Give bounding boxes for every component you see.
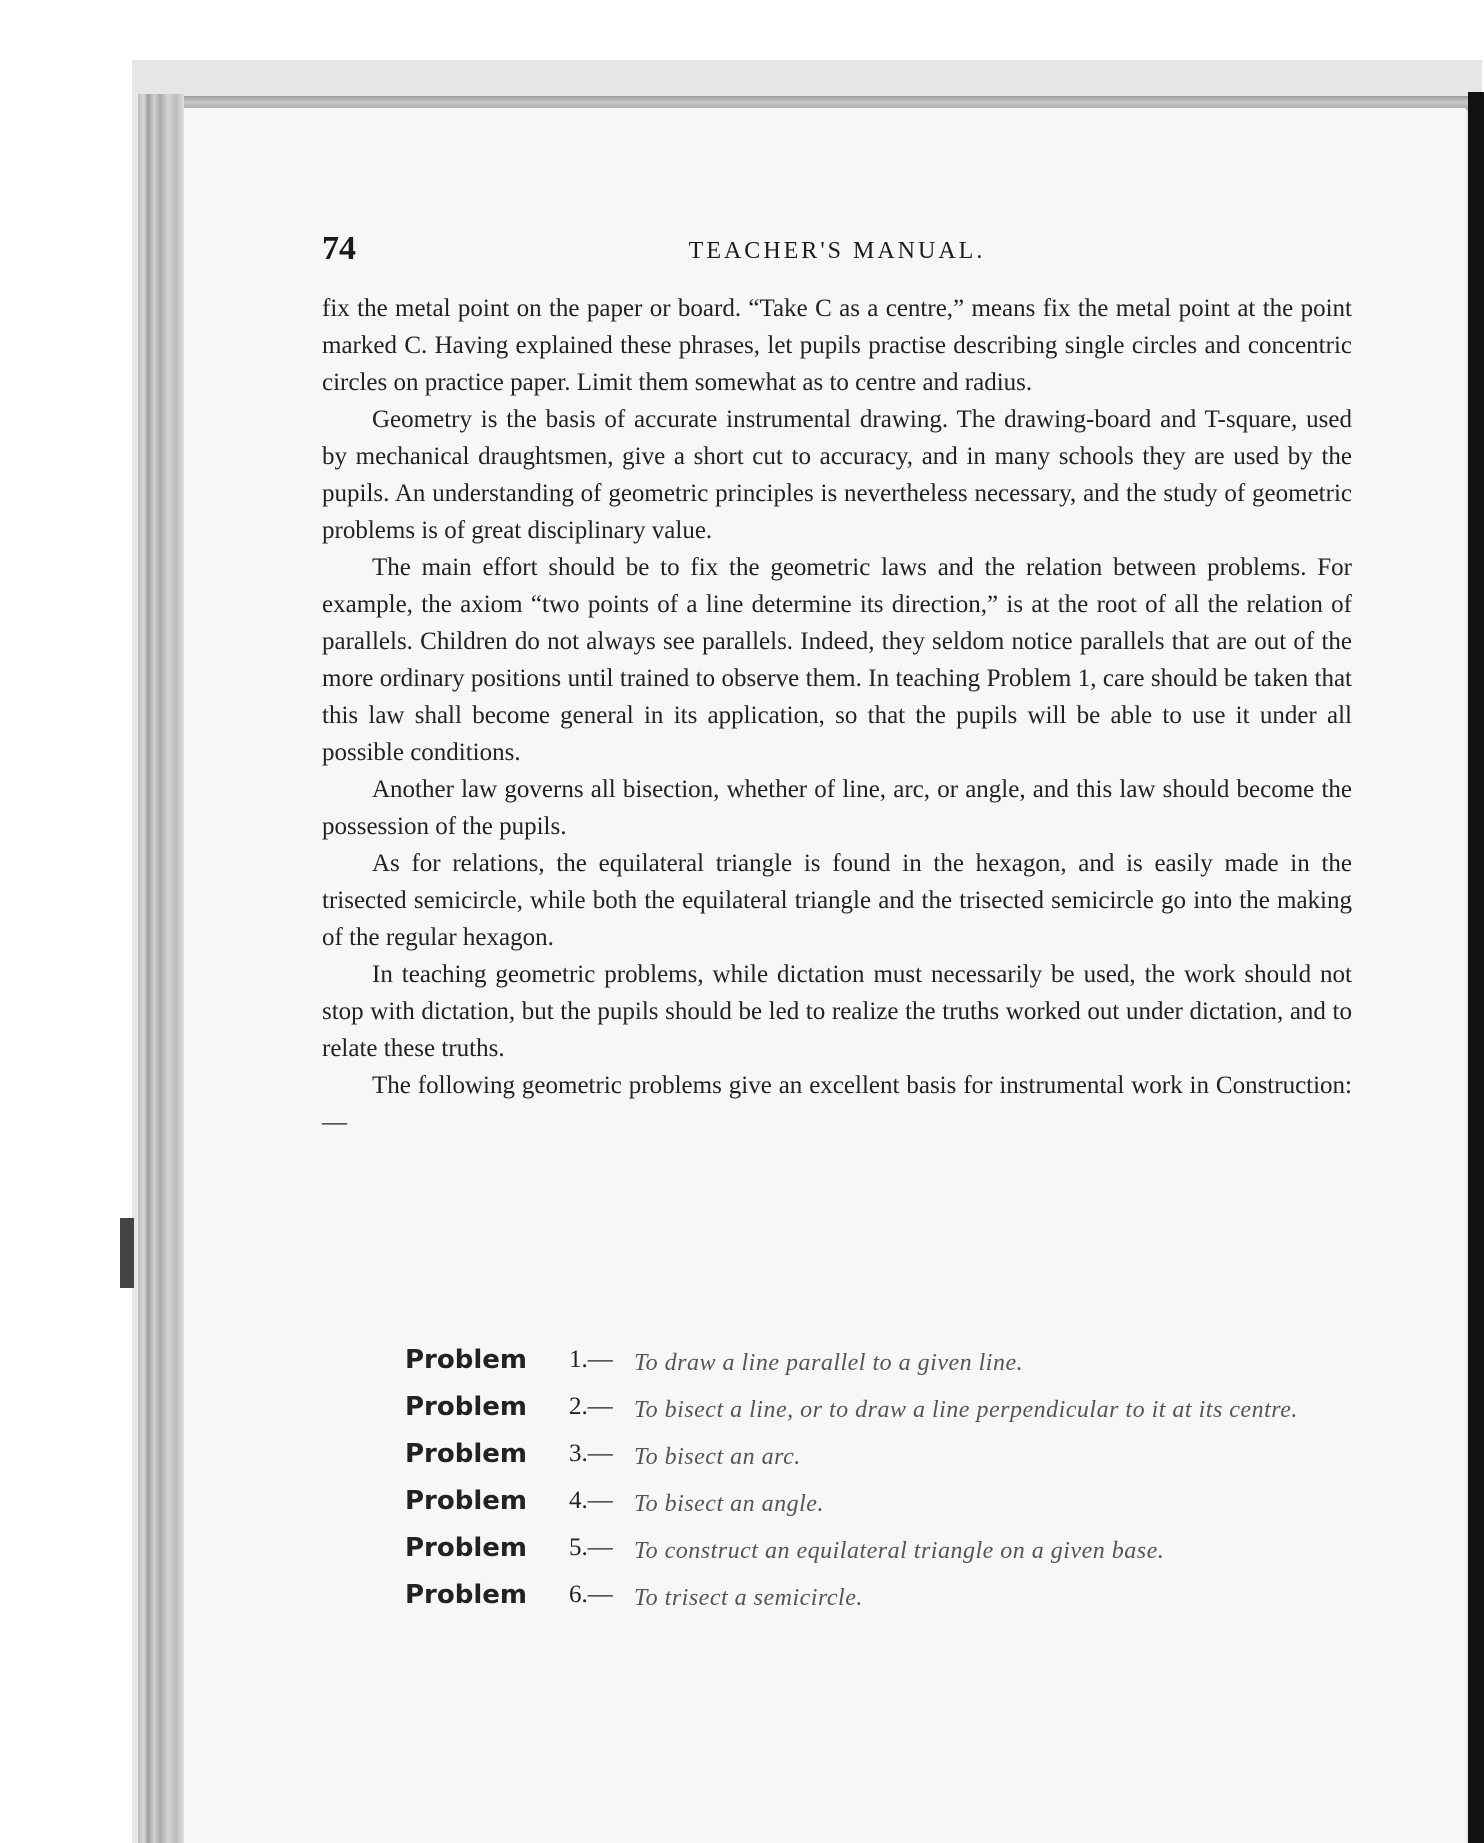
paragraph: In teaching geometric problems, while dictation must necessarily be used, the work should not stop with dictation, but the pupils should be led to realize the truths worked out under dictation, and to relate these truths. [322, 961, 1352, 1062]
paragraph: Geometry is the basis of accurate instrumental drawing. The drawing-board and T-square, used by mechanical draughtsmen, give a short cut to accuracy, and in many schools they are used by the pupils. An understanding of geometric principles is nevertheless necessary, and the study of geometric problems is of great disciplinary value. [322, 406, 1352, 544]
problem-text: To bisect an angle. [634, 1491, 824, 1517]
page-stack-edges [138, 94, 184, 1843]
problem-item [405, 1532, 1365, 1570]
problem-number: 2.— [569, 1393, 613, 1420]
problem-label: Problem [405, 1439, 527, 1469]
paragraph: The main effort should be to fix the geometric laws and the relation between problems. For example, the axiom “two points of a line determine its direction,” is at the root of all the relation of parallels. Children do not always see parallels. Indeed, they seldom notice parallels that are out of the more ordinary positions until trained to observe them. In teaching Problem 1, care should be taken that this law shall become general in its application, so that the pupils will be able to use it under all possible conditions. [322, 554, 1352, 766]
paragraph: Another law governs all bisection, whether of line, arc, or angle, and this law should become the possession of the pupils. [322, 776, 1352, 840]
problem-number: 1.— [569, 1346, 613, 1373]
problem-number: 6.— [569, 1581, 613, 1608]
running-head [322, 230, 1352, 280]
problem-label: Problem [405, 1486, 527, 1516]
problem-label: Problem [405, 1345, 527, 1375]
problem-item [405, 1485, 1365, 1523]
book-binding-edge [1468, 92, 1484, 1843]
problem-label: Problem [405, 1580, 527, 1610]
paragraph: The following geometric problems give an excellent basis for instrumental work in Construction:— [322, 1072, 1352, 1136]
problem-item [405, 1391, 1365, 1429]
problem-list [405, 1344, 1365, 1626]
problem-number: 5.— [569, 1534, 613, 1561]
problem-text: To construct an equilateral triangle on a given base. [634, 1538, 1165, 1564]
problem-text: To bisect a line, or to draw a line perpendicular to it at its centre. [634, 1397, 1298, 1423]
paragraph: As for relations, the equilateral triangle is found in the hexagon, and is easily made in the trisected semicircle, while both the equilateral triangle and the trisected semicircle go into the making of the regular hexagon. [322, 850, 1352, 951]
binding-clip [120, 1218, 134, 1288]
problem-item [405, 1579, 1365, 1617]
paragraph: fix the metal point on the paper or board. “Take C as a centre,” means fix the metal point at the point marked C. Having explained these phrases, let pupils practise describing single circles and concentric circles on practice paper. Limit them somewhat as to centre and radius. [322, 295, 1352, 396]
problem-label: Problem [405, 1392, 527, 1422]
problem-label: Problem [405, 1533, 527, 1563]
problem-item [405, 1344, 1365, 1382]
problem-number: 3.— [569, 1440, 613, 1467]
problem-number: 4.— [569, 1487, 613, 1514]
body-text [322, 290, 1352, 1141]
problem-text: To draw a line parallel to a given line. [634, 1350, 1024, 1376]
page-number: 74 [322, 230, 356, 267]
problem-text: To bisect an arc. [634, 1444, 801, 1470]
problem-item [405, 1438, 1365, 1476]
page-title: TEACHER'S MANUAL. [688, 238, 986, 264]
problem-text: To trisect a semicircle. [634, 1585, 863, 1611]
